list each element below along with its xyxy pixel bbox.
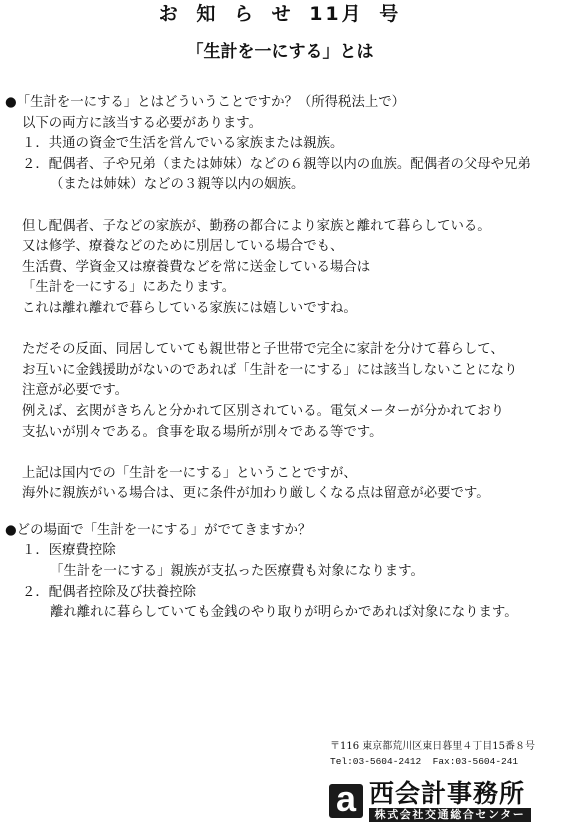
- list-item-continuation: （または姉妹）などの３親等以内の姻族。: [50, 177, 305, 193]
- newsletter-title: お 知 ら せ 11月 号: [158, 3, 402, 25]
- section-heading: ●どの場面で「生計を一にする」がでてきますか？: [5, 522, 312, 538]
- article-body: [0, 93, 582, 624]
- spacer: [0, 196, 582, 217]
- logo-company-band: 株式会社交通総合センター: [369, 808, 531, 822]
- list-item: ２．配偶者控除及び扶養控除: [22, 584, 197, 600]
- article-title: 「生計を一にする」とは: [186, 42, 374, 62]
- paragraph-line: ただその反面、同居していても親世帯と子世帯で完全に家計を分けて暮らして、: [22, 342, 504, 358]
- spacer: [0, 443, 582, 464]
- paragraph-line: 又は修学、療養などのために別居している場合でも、: [22, 239, 344, 255]
- paragraph: [0, 217, 582, 320]
- paragraph-line: 上記は国内での「生計を一にする」ということですが、: [22, 465, 357, 481]
- spacer: [0, 505, 582, 521]
- office-contact: Tel:03-5604-2412 Fax:03-5604-241: [330, 756, 519, 767]
- list-item: ２．配偶者、子や兄弟（または姉妹）などの６親等以内の血族。配偶者の父母や兄弟: [22, 156, 531, 172]
- intro-line: 以下の両方に該当する必要があります。: [22, 115, 262, 131]
- spacer: [0, 320, 582, 341]
- list-item-detail: 離れ離れに暮らしていても金銭のやり取りが明らかであれば対象になります。: [50, 605, 518, 621]
- paragraph-line: 支払いが別々である。食事を取る場所が別々である等です。: [22, 424, 383, 440]
- logo-mark-icon: a: [329, 784, 363, 818]
- list-item: １．共通の資金で生活を営んでいる家族または親族。: [22, 136, 344, 152]
- paragraph-line: これは離れ離れで暮らしている家族には嬉しいですね。: [22, 300, 357, 316]
- paragraph-line: 但し配偶者、子などの家族が、勤務の都合により家族と離れて暮らしている。: [22, 218, 491, 234]
- paragraph: [0, 464, 582, 505]
- paragraph-line: 生活費、学資金又は療養費などを常に送金している場合は: [22, 259, 371, 275]
- logo-office-name: 西会計事務所: [369, 779, 526, 808]
- paragraph-line: 「生計を一にする」にあたります。: [22, 280, 236, 296]
- paragraph: [0, 340, 582, 443]
- section-heading: ●「生計を一にする」とはどういうことですか？（所得税法上で）: [5, 95, 406, 110]
- paragraph-line: 例えば、玄関がきちんと分かれて区別されている。電気メーターが分かれており: [22, 403, 505, 419]
- office-address: 〒116 東京都荒川区東日暮里４丁目15番８号: [330, 741, 535, 752]
- office-logo: [329, 778, 533, 823]
- list-item-detail: 「生計を一にする」親族が支払った医療費も対象になります。: [50, 564, 424, 580]
- list-item: １．医療費控除: [22, 543, 116, 559]
- paragraph-line: お互いに金銭援助がないのであれば「生計を一にする」には該当しないことになり: [22, 362, 518, 378]
- paragraph-line: 注意が必要です。: [22, 383, 129, 399]
- paragraph-line: 海外に親族がいる場合は、更に条件が加わり厳しくなる点は留意が必要です。: [22, 486, 490, 502]
